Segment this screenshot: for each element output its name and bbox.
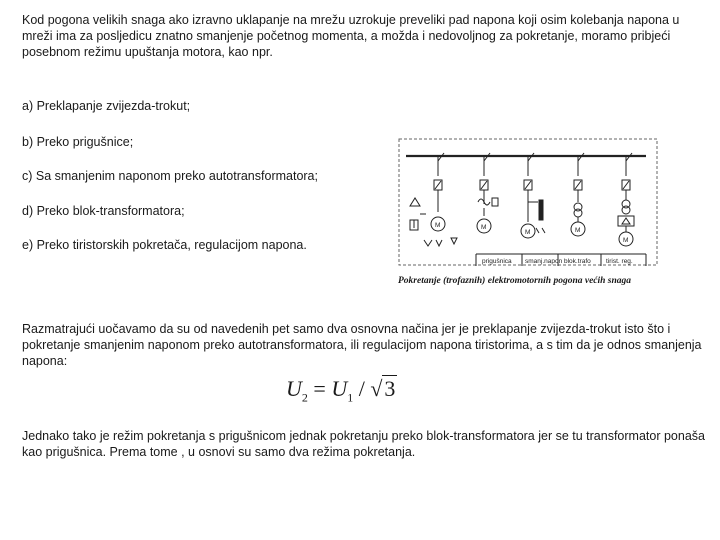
motor-starting-diagram (396, 136, 662, 268)
sqrt-sign: √ (370, 376, 383, 401)
branch-thyristor (618, 153, 634, 246)
intro-paragraph: Kod pogona velikih snaga ako izravno uklapanje na mrežu uzrokuje preveliki pad napona koji osim kolebanja napona u mreži ima za posljedicu znatno smanjenje početnog momenta, a možda i nedovoljnog za pokretanje, moramo pribjeći posebnom režimu upuštanja motora, kao npr. (22, 13, 680, 59)
method-thyristor: e) Preko tiristorskih pokretača, regulacijom napona. (22, 238, 307, 252)
label-thyristor: tirist. reg. (606, 258, 633, 265)
diagram-caption: Pokretanje (trofaznih) elektromotornih pogona većih snaga (398, 276, 632, 286)
motor-label-3: M (525, 229, 531, 236)
formula-rhs-sub: 1 (347, 390, 354, 405)
analysis-paragraph: Razmatrajući uočavamo da su od navedenih pet samo dva osnovna načina jer je preklapanje zvijezda-trokut isto što i pokretanje smanjenim naponom preko autotransformatora, ili regulacijom napona tiristorima, a s tim da je odnos smanjenja napona: (22, 322, 702, 368)
method-reactor: b) Preko prigušnice; (22, 135, 134, 149)
formula-radicand: 3 (384, 376, 396, 401)
method-autotransformer: c) Sa smanjenim naponom preko autotransformatora; (22, 169, 318, 183)
label-reduced-voltage: smanj.napon (525, 258, 563, 265)
motor-label-5: M (623, 237, 629, 244)
voltage-ratio-formula (286, 376, 397, 405)
formula-lhs: U (286, 376, 302, 401)
formula-sqrt (370, 376, 397, 402)
formula-lhs-sub: 2 (301, 390, 308, 405)
conclusion-paragraph: Jednako tako je režim pokretanja s prigušnicom jednak pokretanju preko blok-transformatora jer se tu transformator ponaša kao prigušnica. Prema tome , u osnovi su samo dva režima pokretanja. (22, 429, 705, 459)
label-block-transformer: blok.trafo (564, 258, 591, 265)
motor-label-2: M (481, 224, 487, 231)
formula-rhs: U (331, 376, 348, 401)
formula-equals: = (313, 376, 326, 401)
motor-label-4: M (575, 227, 581, 234)
branch-autotransformer (521, 153, 545, 238)
formula-divide: / (358, 376, 365, 401)
method-block-transformer: d) Preko blok-transformatora; (22, 204, 185, 218)
label-reactor: prigušnica (482, 258, 512, 265)
branch-block-transformer (571, 153, 585, 236)
branch-reactor (477, 153, 498, 233)
branch-star-delta (410, 153, 457, 246)
method-star-delta: a) Preklapanje zvijezda-trokut; (22, 99, 191, 113)
motor-label-1: M (435, 222, 441, 229)
